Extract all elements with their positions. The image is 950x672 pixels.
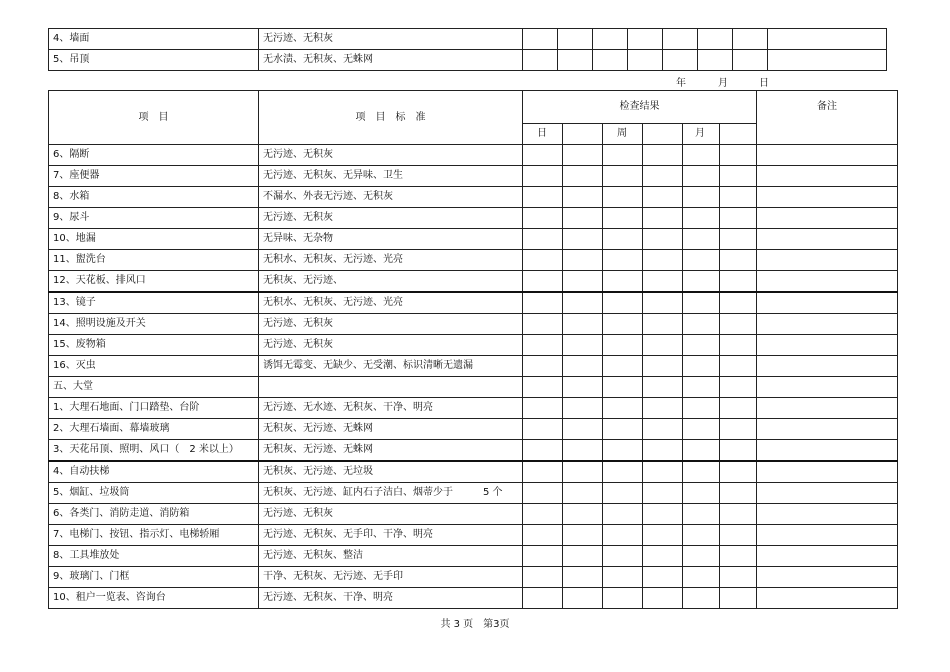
header-month-blank	[720, 124, 757, 145]
check-cell[interactable]	[643, 356, 683, 377]
standard-cell: 无积灰、无污迹、无蛛网	[259, 440, 523, 462]
item-cell: 9、尿斗	[49, 208, 259, 229]
check-cell[interactable]	[683, 187, 720, 208]
remark-cell[interactable]	[757, 461, 898, 483]
check-cell[interactable]	[603, 567, 643, 588]
check-cell[interactable]	[523, 166, 563, 187]
check-cell[interactable]	[643, 588, 683, 609]
item-cell: 9、玻璃门、门框	[49, 567, 259, 588]
item-cell: 7、电梯门、按钮、指示灯、电梯轿厢	[49, 525, 259, 546]
check-cell[interactable]	[603, 483, 643, 504]
item-cell: 8、工具堆放处	[49, 546, 259, 567]
standard-cell: 无积灰、无污迹、无蛛网	[259, 419, 523, 440]
standard-cell: 无污迹、无积灰、干净、明亮	[259, 588, 523, 609]
item-cell: 15、废物箱	[49, 335, 259, 356]
check-cell[interactable]	[720, 546, 757, 567]
check-cell[interactable]	[698, 50, 733, 71]
item-cell: 4、墙面	[49, 29, 259, 50]
date-year-label: 年	[676, 78, 686, 89]
check-cell[interactable]	[558, 29, 593, 50]
check-cell[interactable]	[720, 335, 757, 356]
standard-cell: 不漏水、外表无污迹、无积灰	[259, 187, 523, 208]
date-day-label: 日	[759, 78, 769, 89]
check-cell[interactable]	[628, 50, 663, 71]
date-month-label: 月	[718, 78, 728, 89]
check-cell[interactable]	[643, 166, 683, 187]
standard-cell: 无污迹、无积灰	[259, 335, 523, 356]
remark-cell[interactable]	[757, 166, 898, 187]
check-cell[interactable]	[733, 29, 768, 50]
item-cell: 7、座便器	[49, 166, 259, 187]
item-cell: 1、大理石地面、门口踏垫、台阶	[49, 398, 259, 419]
standard-cell: 无污迹、无积灰	[259, 504, 523, 525]
check-cell[interactable]	[683, 567, 720, 588]
header-remark: 备注	[757, 91, 898, 145]
check-cell[interactable]	[663, 29, 698, 50]
top-table	[48, 28, 887, 71]
check-cell[interactable]	[603, 166, 643, 187]
table-row	[49, 398, 898, 419]
check-cell[interactable]	[643, 398, 683, 419]
table-row	[49, 504, 898, 525]
check-cell[interactable]	[523, 335, 563, 356]
check-cell[interactable]	[683, 271, 720, 293]
check-cell[interactable]	[603, 461, 643, 483]
check-cell[interactable]	[683, 440, 720, 462]
header-day: 日	[523, 124, 563, 145]
standard-cell: 无积水、无积灰、无污迹、光亮	[259, 292, 523, 314]
check-cell[interactable]	[603, 398, 643, 419]
check-cell[interactable]	[523, 461, 563, 483]
check-cell[interactable]	[603, 546, 643, 567]
check-cell[interactable]	[523, 29, 558, 50]
check-cell[interactable]	[563, 525, 603, 546]
check-cell[interactable]	[643, 208, 683, 229]
remark-cell[interactable]	[757, 588, 898, 609]
check-cell[interactable]	[720, 187, 757, 208]
check-cell[interactable]	[523, 271, 563, 293]
check-cell[interactable]	[563, 335, 603, 356]
check-cell[interactable]	[720, 588, 757, 609]
check-cell[interactable]	[683, 461, 720, 483]
table-row	[49, 271, 898, 293]
header-standard: 项 目 标 准	[259, 91, 523, 145]
item-cell: 16、灭虫	[49, 356, 259, 377]
check-cell[interactable]	[603, 440, 643, 462]
remark-cell[interactable]	[757, 208, 898, 229]
check-cell[interactable]	[603, 250, 643, 271]
check-cell[interactable]	[563, 292, 603, 314]
check-cell[interactable]	[593, 29, 628, 50]
check-cell[interactable]	[683, 208, 720, 229]
page-footer: 共 3 页 第3页	[440, 619, 510, 630]
item-cell: 8、水箱	[49, 187, 259, 208]
item-cell: 11、盥洗台	[49, 250, 259, 271]
table-row	[49, 546, 898, 567]
inspection-table	[48, 90, 898, 609]
check-cell[interactable]	[563, 398, 603, 419]
remark-cell[interactable]	[757, 271, 898, 293]
check-cell[interactable]	[523, 483, 563, 504]
item-cell: 14、照明设施及开关	[49, 314, 259, 335]
check-cell[interactable]	[720, 229, 757, 250]
check-cell[interactable]	[563, 588, 603, 609]
check-cell[interactable]	[720, 314, 757, 335]
check-cell[interactable]	[643, 271, 683, 293]
check-cell[interactable]	[643, 419, 683, 440]
standard-cell: 无污迹、无积灰、无异味、卫生	[259, 166, 523, 187]
check-cell[interactable]	[683, 377, 720, 398]
header-result: 检查结果	[523, 91, 757, 124]
check-cell[interactable]	[643, 229, 683, 250]
table-row	[49, 292, 898, 314]
standard-cell: 无污迹、无积灰	[259, 29, 523, 50]
check-cell[interactable]	[523, 398, 563, 419]
remark-cell[interactable]	[757, 356, 898, 377]
check-cell[interactable]	[523, 504, 563, 525]
check-cell[interactable]	[523, 229, 563, 250]
check-cell[interactable]	[683, 356, 720, 377]
table-row	[49, 229, 898, 250]
check-cell[interactable]	[523, 314, 563, 335]
check-cell[interactable]	[643, 377, 683, 398]
check-cell[interactable]	[683, 250, 720, 271]
table-row	[49, 419, 898, 440]
check-cell[interactable]	[628, 29, 663, 50]
table-row	[49, 187, 898, 208]
standard-cell: 无积灰、无污迹、	[259, 271, 523, 293]
header-week: 周	[603, 124, 643, 145]
check-cell[interactable]	[563, 461, 603, 483]
table-row	[49, 356, 898, 377]
check-cell[interactable]	[523, 292, 563, 314]
check-cell[interactable]	[563, 187, 603, 208]
check-cell[interactable]	[603, 525, 643, 546]
check-cell[interactable]	[563, 419, 603, 440]
check-cell[interactable]	[523, 525, 563, 546]
check-cell[interactable]	[523, 356, 563, 377]
item-cell: 6、各类门、消防走道、消防箱	[49, 504, 259, 525]
check-cell[interactable]	[683, 504, 720, 525]
check-cell[interactable]	[683, 335, 720, 356]
check-cell[interactable]	[563, 440, 603, 462]
check-cell[interactable]	[720, 419, 757, 440]
check-cell[interactable]	[683, 314, 720, 335]
check-cell[interactable]	[643, 292, 683, 314]
check-cell[interactable]	[523, 50, 558, 71]
table-row	[49, 145, 898, 166]
check-cell[interactable]	[720, 250, 757, 271]
item-cell: 2、大理石墙面、幕墙玻璃	[49, 419, 259, 440]
check-cell[interactable]	[643, 145, 683, 166]
item-cell: 13、镜子	[49, 292, 259, 314]
standard-cell: 无污迹、无积灰	[259, 314, 523, 335]
remark-cell[interactable]	[757, 398, 898, 419]
remark-cell[interactable]	[757, 377, 898, 398]
header-day-blank	[563, 124, 603, 145]
remark-cell[interactable]	[757, 250, 898, 271]
standard-cell: 无污迹、无积灰、无手印、干净、明亮	[259, 525, 523, 546]
check-cell[interactable]	[523, 377, 563, 398]
standard-cell: 无污迹、无积灰、整洁	[259, 546, 523, 567]
check-cell[interactable]	[643, 546, 683, 567]
header-item: 项 目	[49, 91, 259, 145]
remark-cell[interactable]	[757, 419, 898, 440]
check-cell[interactable]	[643, 504, 683, 525]
item-cell: 6、隔断	[49, 145, 259, 166]
check-cell[interactable]	[563, 271, 603, 293]
standard-cell: 干净、无积灰、无污迹、无手印	[259, 567, 523, 588]
item-cell: 10、地漏	[49, 229, 259, 250]
remark-cell[interactable]	[768, 50, 887, 71]
table-row	[49, 525, 898, 546]
check-cell[interactable]	[663, 50, 698, 71]
table-row	[49, 208, 898, 229]
check-cell[interactable]	[603, 356, 643, 377]
check-cell[interactable]	[683, 525, 720, 546]
check-cell[interactable]	[563, 356, 603, 377]
check-cell[interactable]	[563, 546, 603, 567]
check-cell[interactable]	[643, 567, 683, 588]
item-cell: 10、租户一览表、咨询台	[49, 588, 259, 609]
check-cell[interactable]	[523, 567, 563, 588]
check-cell[interactable]	[563, 377, 603, 398]
check-cell[interactable]	[563, 567, 603, 588]
check-cell[interactable]	[558, 50, 593, 71]
remark-cell[interactable]	[757, 335, 898, 356]
check-cell[interactable]	[603, 314, 643, 335]
check-cell[interactable]	[698, 29, 733, 50]
standard-cell: 无异味、无杂物	[259, 229, 523, 250]
check-cell[interactable]	[563, 250, 603, 271]
check-cell[interactable]	[603, 588, 643, 609]
check-cell[interactable]	[683, 145, 720, 166]
check-cell[interactable]	[720, 208, 757, 229]
check-cell[interactable]	[563, 145, 603, 166]
standard-cell	[259, 377, 523, 398]
check-cell[interactable]	[563, 314, 603, 335]
check-cell[interactable]	[523, 187, 563, 208]
remark-cell[interactable]	[757, 546, 898, 567]
remark-cell[interactable]	[757, 440, 898, 462]
table-row	[49, 314, 898, 335]
check-cell[interactable]	[720, 525, 757, 546]
table-row	[49, 440, 898, 462]
check-cell[interactable]	[683, 292, 720, 314]
item-cell: 五、大堂	[49, 377, 259, 398]
check-cell[interactable]	[603, 229, 643, 250]
check-cell[interactable]	[683, 166, 720, 187]
check-cell[interactable]	[523, 588, 563, 609]
check-cell[interactable]	[643, 335, 683, 356]
check-cell[interactable]	[720, 145, 757, 166]
item-cell: 5、吊顶	[49, 50, 259, 71]
check-cell[interactable]	[683, 588, 720, 609]
check-cell[interactable]	[523, 208, 563, 229]
check-cell[interactable]	[563, 166, 603, 187]
table-row	[49, 461, 898, 483]
table-row	[49, 377, 898, 398]
standard-cell: 无污迹、无水迹、无积灰、干净、明亮	[259, 398, 523, 419]
standard-cell: 无污迹、无积灰	[259, 145, 523, 166]
check-cell[interactable]	[720, 292, 757, 314]
remark-cell[interactable]	[757, 567, 898, 588]
item-cell: 4、自动扶梯	[49, 461, 259, 483]
check-cell[interactable]	[603, 335, 643, 356]
check-cell[interactable]	[683, 483, 720, 504]
header-week-blank	[643, 124, 683, 145]
check-cell[interactable]	[603, 208, 643, 229]
check-cell[interactable]	[523, 546, 563, 567]
remark-cell[interactable]	[757, 314, 898, 335]
check-cell[interactable]	[733, 50, 768, 71]
check-cell[interactable]	[603, 292, 643, 314]
table-row	[49, 29, 887, 50]
table-row	[49, 588, 898, 609]
remark-cell[interactable]	[757, 292, 898, 314]
check-cell[interactable]	[643, 250, 683, 271]
check-cell[interactable]	[523, 440, 563, 462]
table-row	[49, 250, 898, 271]
remark-cell[interactable]	[757, 525, 898, 546]
check-cell[interactable]	[563, 483, 603, 504]
check-cell[interactable]	[603, 145, 643, 166]
check-cell[interactable]	[603, 271, 643, 293]
table-row	[49, 166, 898, 187]
check-cell[interactable]	[603, 377, 643, 398]
standard-cell: 无水渍、无积灰、无蛛网	[259, 50, 523, 71]
standard-cell: 无积灰、无污迹、缸内石子洁白、烟蒂少于 5 个	[259, 483, 523, 504]
standard-cell: 诱饵无霉变、无缺少、无受潮、标识清晰无遗漏	[259, 356, 523, 377]
check-cell[interactable]	[523, 419, 563, 440]
item-cell: 3、天花吊顶、照明、风口（ 2 米以上）	[49, 440, 259, 462]
check-cell[interactable]	[720, 166, 757, 187]
check-cell[interactable]	[643, 314, 683, 335]
check-cell[interactable]	[523, 250, 563, 271]
check-cell[interactable]	[563, 229, 603, 250]
remark-cell[interactable]	[757, 504, 898, 525]
remark-cell[interactable]	[768, 29, 887, 50]
check-cell[interactable]	[720, 440, 757, 462]
header-month: 月	[683, 124, 720, 145]
table-row	[49, 567, 898, 588]
check-cell[interactable]	[683, 419, 720, 440]
check-cell[interactable]	[643, 525, 683, 546]
check-cell[interactable]	[563, 504, 603, 525]
check-cell[interactable]	[643, 440, 683, 462]
check-cell[interactable]	[523, 145, 563, 166]
check-cell[interactable]	[563, 208, 603, 229]
check-cell[interactable]	[643, 187, 683, 208]
check-cell[interactable]	[603, 419, 643, 440]
standard-cell: 无积灰、无污迹、无垃圾	[259, 461, 523, 483]
check-cell[interactable]	[643, 483, 683, 504]
check-cell[interactable]	[603, 187, 643, 208]
check-cell[interactable]	[720, 461, 757, 483]
check-cell[interactable]	[593, 50, 628, 71]
remark-cell[interactable]	[757, 145, 898, 166]
check-cell[interactable]	[643, 461, 683, 483]
table-row	[49, 335, 898, 356]
check-cell[interactable]	[720, 398, 757, 419]
remark-cell[interactable]	[757, 187, 898, 208]
check-cell[interactable]	[720, 377, 757, 398]
check-cell[interactable]	[720, 483, 757, 504]
remark-cell[interactable]	[757, 229, 898, 250]
table-row	[49, 483, 898, 504]
standard-cell: 无积水、无积灰、无污迹、光亮	[259, 250, 523, 271]
check-cell[interactable]	[720, 567, 757, 588]
table-row	[49, 50, 887, 71]
check-cell[interactable]	[603, 504, 643, 525]
check-cell[interactable]	[683, 546, 720, 567]
item-cell: 12、天花板、排风口	[49, 271, 259, 293]
remark-cell[interactable]	[757, 483, 898, 504]
check-cell[interactable]	[720, 504, 757, 525]
standard-cell: 无污迹、无积灰	[259, 208, 523, 229]
item-cell: 5、烟缸、垃圾筒	[49, 483, 259, 504]
check-cell[interactable]	[683, 229, 720, 250]
check-cell[interactable]	[720, 271, 757, 293]
check-cell[interactable]	[720, 356, 757, 377]
check-cell[interactable]	[683, 398, 720, 419]
